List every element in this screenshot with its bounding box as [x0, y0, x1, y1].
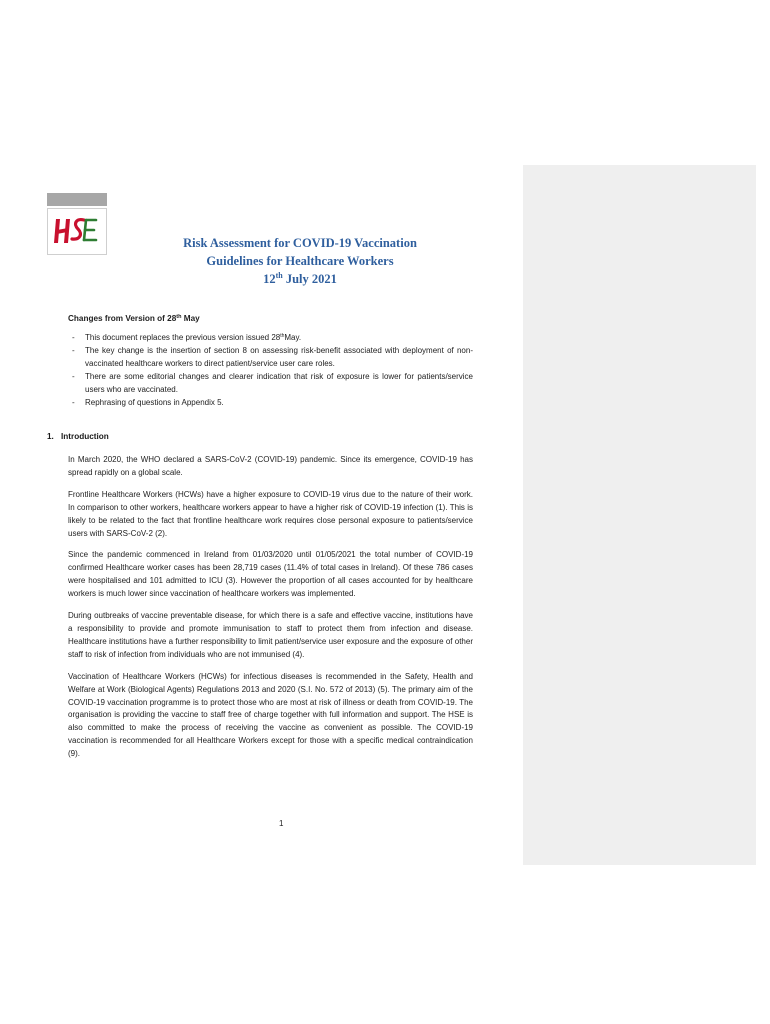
paragraph: Since the pandemic commenced in Ireland from 01/03/2020 until 01/05/2021 the total number of COVID-19 confirmed Healthcare worker cases has been 28,719 cases (11.4% of total cases in Ireland). Of these 786 cases were hospitalised and 101 admitted to ICU (3). However the proportion of all cases accounted for by healthcare workers is much lower since vaccination of healthcare workers was implemented. [68, 550, 473, 599]
paragraph: Vaccination of Healthcare Workers (HCWs) for infectious diseases is recommended in the Safety, Health and Welfare at Work (Biological Agents) Regulations 2013 and 2020 (S.I. No. 572 of 2013) (5). The primary aim of the COVID-19 vaccination programme is to protect those who are most at risk of illness or death from COVID-19. The organisation is providing the vaccine to staff free of charge together with full information and support. The HSE is also committed to make the process of receiving the vaccine as convenient as possible. The COVID-19 vaccination is recommended for all Healthcare Workers except for those with a specific medical contraindication (9). [68, 671, 473, 759]
paragraph: In March 2020, the WHO declared a SARS-CoV-2 (COVID-19) pandemic. Since its emergence, COVID-19 has spread rapidly on a global scale. [68, 455, 473, 477]
paragraph: Frontline Healthcare Workers (HCWs) have a higher exposure to COVID-19 virus due to the nature of their work. In comparison to other workers, healthcare workers appear to have a higher risk of COVID-19 infection (1). This is likely to be related to the fact that frontline healthcare work requires close personal exposure to patients/service users with SARS-CoV-2 (2). [68, 489, 473, 538]
list-item: - Rephrasing of questions in Appendix 5. [68, 396, 473, 409]
title-line-2: Guidelines for Healthcare Workers [206, 254, 394, 268]
list-item: - This document replaces the previous version issued 28thMay. [68, 331, 473, 344]
title-date: 12th July 2021 [263, 271, 337, 286]
hse-logo-icon [48, 209, 106, 254]
changes-list [68, 331, 473, 409]
changes-heading: Changes from Version of 28th May [68, 314, 200, 323]
title-line-1: Risk Assessment for COVID-19 Vaccination [183, 236, 417, 250]
page-number: 1 [279, 819, 284, 828]
logo-header-bar [47, 193, 107, 206]
changes-section [68, 312, 473, 409]
list-item: - There are some editorial changes and clearer indication that risk of exposure is lower for patients/service users who are vaccinated. [68, 370, 473, 396]
introduction-heading [47, 432, 109, 441]
section-title: Introduction [61, 432, 109, 441]
hse-logo [47, 193, 107, 255]
paragraph: During outbreaks of vaccine preventable disease, for which there is a safe and effective vaccine, institutions have a responsibility to provide and promote immunisation to staff to protect them from infection and disease. Healthcare institutions have a further responsibility to limit patient/service user exposure and the exposure of other staff to risk of infection from individuals who are not immunised (4). [68, 611, 473, 659]
introduction-body [68, 454, 473, 770]
list-item: - The key change is the insertion of section 8 on assessing risk-benefit associated with deployment of non-vaccinated healthcare workers to direct patient/service user care roles. [68, 344, 473, 370]
logo-box [47, 208, 107, 255]
section-number: 1. [47, 432, 54, 441]
document-title [100, 234, 500, 288]
comment-pane [523, 165, 756, 865]
